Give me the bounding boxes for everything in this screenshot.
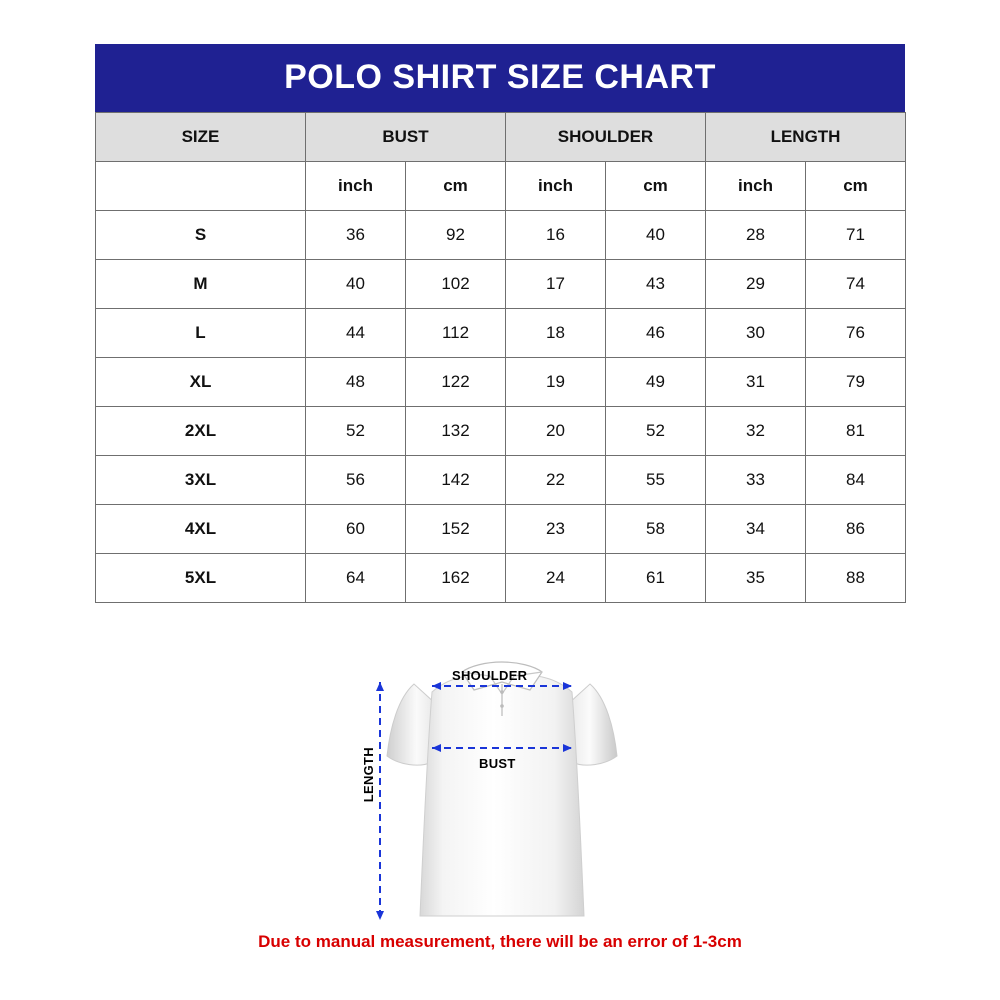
cell-length-inch: 30 [706, 309, 806, 358]
cell-length-cm: 79 [806, 358, 906, 407]
cell-bust-inch: 36 [306, 211, 406, 260]
cell-bust-cm: 122 [406, 358, 506, 407]
cell-shoulder-cm: 52 [606, 407, 706, 456]
cell-bust-cm: 152 [406, 505, 506, 554]
cell-bust-inch: 60 [306, 505, 406, 554]
cell-length-cm: 71 [806, 211, 906, 260]
cell-size: M [96, 260, 306, 309]
cell-size: 4XL [96, 505, 306, 554]
cell-length-cm: 74 [806, 260, 906, 309]
size-chart-table [95, 112, 906, 603]
cell-bust-cm: 142 [406, 456, 506, 505]
cell-bust-cm: 92 [406, 211, 506, 260]
column-header-length: LENGTH [706, 113, 906, 162]
cell-length-cm: 88 [806, 554, 906, 603]
table-row [96, 407, 906, 456]
table-row [96, 260, 906, 309]
cell-length-inch: 35 [706, 554, 806, 603]
cell-length-inch: 34 [706, 505, 806, 554]
unit-row-blank [96, 162, 306, 211]
column-header-size: SIZE [96, 113, 306, 162]
size-chart [95, 44, 905, 603]
unit-bust-inch: inch [306, 162, 406, 211]
cell-size: 3XL [96, 456, 306, 505]
table-row [96, 211, 906, 260]
cell-length-inch: 32 [706, 407, 806, 456]
unit-shoulder-inch: inch [506, 162, 606, 211]
page-title: POLO SHIRT SIZE CHART [95, 44, 905, 112]
cell-bust-inch: 56 [306, 456, 406, 505]
cell-shoulder-cm: 46 [606, 309, 706, 358]
table-row [96, 456, 906, 505]
cell-length-cm: 81 [806, 407, 906, 456]
table-row [96, 554, 906, 603]
cell-size: L [96, 309, 306, 358]
cell-length-cm: 84 [806, 456, 906, 505]
cell-shoulder-cm: 40 [606, 211, 706, 260]
cell-size: 5XL [96, 554, 306, 603]
cell-shoulder-cm: 43 [606, 260, 706, 309]
cell-shoulder-inch: 23 [506, 505, 606, 554]
shoulder-measure-label: SHOULDER [452, 668, 528, 683]
cell-length-inch: 29 [706, 260, 806, 309]
cell-length-cm: 86 [806, 505, 906, 554]
cell-shoulder-cm: 55 [606, 456, 706, 505]
unit-shoulder-cm: cm [606, 162, 706, 211]
cell-bust-cm: 162 [406, 554, 506, 603]
measurement-diagram [0, 632, 1000, 932]
column-header-shoulder: SHOULDER [506, 113, 706, 162]
cell-shoulder-inch: 17 [506, 260, 606, 309]
length-measure-label: LENGTH [361, 747, 376, 803]
cell-shoulder-inch: 19 [506, 358, 606, 407]
cell-length-inch: 31 [706, 358, 806, 407]
table-row [96, 358, 906, 407]
table-unit-row [96, 162, 906, 211]
unit-length-inch: inch [706, 162, 806, 211]
measurement-note: Due to manual measurement, there will be an error of 1-3cm [258, 932, 742, 951]
table-header-row [96, 113, 906, 162]
column-header-bust: BUST [306, 113, 506, 162]
cell-shoulder-inch: 20 [506, 407, 606, 456]
table-row [96, 505, 906, 554]
unit-bust-cm: cm [406, 162, 506, 211]
cell-length-inch: 28 [706, 211, 806, 260]
cell-bust-cm: 112 [406, 309, 506, 358]
cell-bust-cm: 132 [406, 407, 506, 456]
cell-length-cm: 76 [806, 309, 906, 358]
cell-size: 2XL [96, 407, 306, 456]
cell-shoulder-cm: 61 [606, 554, 706, 603]
cell-shoulder-inch: 18 [506, 309, 606, 358]
cell-shoulder-cm: 49 [606, 358, 706, 407]
cell-bust-inch: 52 [306, 407, 406, 456]
cell-bust-inch: 64 [306, 554, 406, 603]
cell-bust-inch: 44 [306, 309, 406, 358]
table-row [96, 309, 906, 358]
cell-bust-cm: 102 [406, 260, 506, 309]
cell-shoulder-inch: 16 [506, 211, 606, 260]
cell-size: S [96, 211, 306, 260]
cell-shoulder-inch: 22 [506, 456, 606, 505]
cell-bust-inch: 48 [306, 358, 406, 407]
cell-shoulder-cm: 58 [606, 505, 706, 554]
cell-size: XL [96, 358, 306, 407]
cell-length-inch: 33 [706, 456, 806, 505]
cell-shoulder-inch: 24 [506, 554, 606, 603]
unit-length-cm: cm [806, 162, 906, 211]
cell-bust-inch: 40 [306, 260, 406, 309]
bust-measure-label: BUST [479, 756, 516, 771]
